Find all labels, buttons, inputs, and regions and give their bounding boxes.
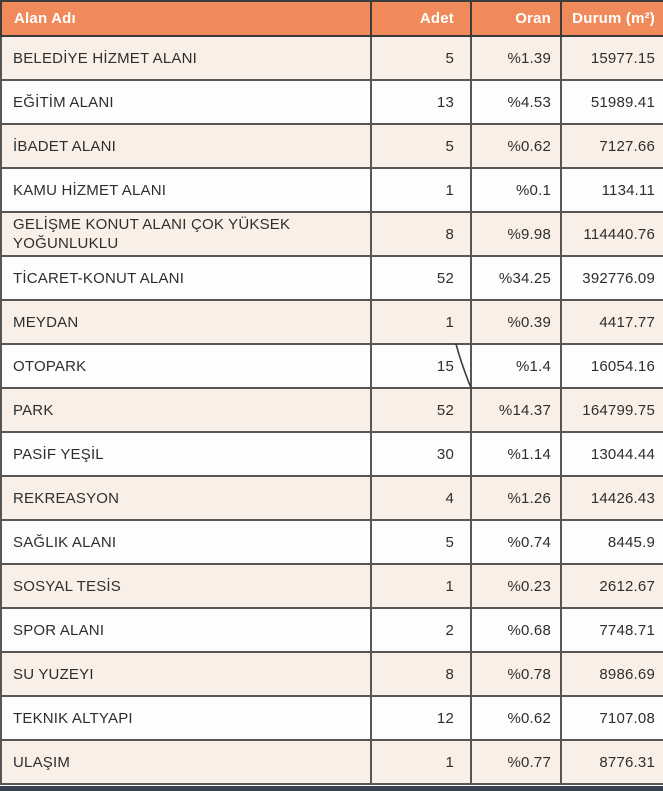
cell-alan-adi [1,564,371,608]
cell-alan-adi [1,212,371,256]
table-row [1,696,663,740]
table-row [1,344,663,388]
cell-adet: 30 [371,432,471,476]
cell-alan-adi [1,344,371,388]
cell-oran: %0.68 [471,608,561,652]
table-row [1,740,663,784]
table-row [1,520,663,564]
area-name-label: SOSYAL TESİS [13,577,122,595]
cell-adet: 52 [371,388,471,432]
area-name-label: PARK [13,401,54,419]
cell-adet: 5 [371,36,471,80]
area-name-label: MEYDAN [13,313,79,331]
area-name-label: SAĞLIK ALANI [13,533,117,551]
cell-alan-adi [1,696,371,740]
table-row [1,300,663,344]
cell-durum: 51989.41 [561,80,663,124]
cell-durum: 2612.67 [561,564,663,608]
cell-oran: %0.23 [471,564,561,608]
cell-alan-adi [1,740,371,784]
cell-alan-adi [1,80,371,124]
cell-oran: %1.26 [471,476,561,520]
column-header-adet: Adet [371,1,471,36]
cell-alan-adi [1,432,371,476]
table-row [1,124,663,168]
cell-adet: 5 [371,520,471,564]
column-header-durum: Durum (m²) [561,1,663,36]
cell-alan-adi [1,168,371,212]
cell-oran: %0.1 [471,168,561,212]
cell-adet: 52 [371,256,471,300]
cell-adet: 5 [371,124,471,168]
area-name-label: SPOR ALANI [13,621,105,639]
table-row [1,476,663,520]
cell-oran: %1.4 [471,344,561,388]
cell-alan-adi [1,476,371,520]
table-body [1,36,663,784]
area-name-label: OTOPARK [13,357,87,375]
cell-alan-adi [1,608,371,652]
column-header-alan-adi: Alan Adı [1,1,371,36]
area-name-label: TEKNIK ALTYAPI [13,709,133,727]
cell-durum: 8445.9 [561,520,663,564]
cell-adet: 4 [371,476,471,520]
cell-durum: 8986.69 [561,652,663,696]
cell-durum: 1134.11 [561,168,663,212]
cell-durum: 15977.15 [561,36,663,80]
table-row [1,388,663,432]
area-name-label: ULAŞIM [13,753,71,771]
cell-oran: %1.39 [471,36,561,80]
area-name-label: REKREASYON [13,489,120,507]
cell-adet: 12 [371,696,471,740]
cell-adet: 1 [371,740,471,784]
table-header-row [1,1,663,36]
table-row [1,564,663,608]
area-name-label: TİCARET-KONUT ALANI [13,269,185,287]
cell-durum: 392776.09 [561,256,663,300]
cell-alan-adi [1,652,371,696]
cell-alan-adi [1,388,371,432]
cell-oran: %0.62 [471,696,561,740]
cell-adet: 1 [371,564,471,608]
cell-oran: %0.77 [471,740,561,784]
cell-durum: 164799.75 [561,388,663,432]
cell-oran: %0.74 [471,520,561,564]
cell-durum: 4417.77 [561,300,663,344]
cell-adet: 1 [371,168,471,212]
cell-oran: %0.62 [471,124,561,168]
table-row [1,80,663,124]
page-bottom-edge [0,786,663,791]
cell-oran: %4.53 [471,80,561,124]
cell-adet: 2 [371,608,471,652]
cell-adet: 1 [371,300,471,344]
area-name-label: PASİF YEŞİL [13,445,104,463]
table-row [1,432,663,476]
cell-durum: 13044.44 [561,432,663,476]
cell-alan-adi [1,36,371,80]
cell-alan-adi [1,124,371,168]
table-row [1,212,663,256]
cell-durum: 7127.66 [561,124,663,168]
cell-adet: 15 [371,344,471,388]
cell-durum: 14426.43 [561,476,663,520]
cell-alan-adi [1,256,371,300]
area-name-label: SU YUZEYI [13,665,94,683]
table-row [1,608,663,652]
cell-durum: 7107.08 [561,696,663,740]
cell-adet: 8 [371,652,471,696]
cell-oran: %1.14 [471,432,561,476]
column-header-oran: Oran [471,1,561,36]
table-row [1,168,663,212]
table-row [1,256,663,300]
cell-alan-adi [1,520,371,564]
cell-adet: 8 [371,212,471,256]
cell-oran: %14.37 [471,388,561,432]
cell-oran: %0.78 [471,652,561,696]
area-name-label: GELİŞME KONUT ALANI ÇOK YÜKSEK YOĞUNLUKLU [13,216,291,252]
table-row [1,36,663,80]
cell-oran: %9.98 [471,212,561,256]
cell-oran: %0.39 [471,300,561,344]
cell-durum: 8776.31 [561,740,663,784]
area-name-label: BELEDİYE HİZMET ALANI [13,49,197,67]
cell-adet: 13 [371,80,471,124]
cell-oran: %34.25 [471,256,561,300]
cell-durum: 7748.71 [561,608,663,652]
table-row [1,652,663,696]
area-name-label: EĞİTİM ALANI [13,93,114,111]
cell-durum: 114440.76 [561,212,663,256]
area-name-label: KAMU HİZMET ALANI [13,181,167,199]
area-name-label: İBADET ALANI [13,137,116,155]
cell-alan-adi [1,300,371,344]
cell-durum: 16054.16 [561,344,663,388]
